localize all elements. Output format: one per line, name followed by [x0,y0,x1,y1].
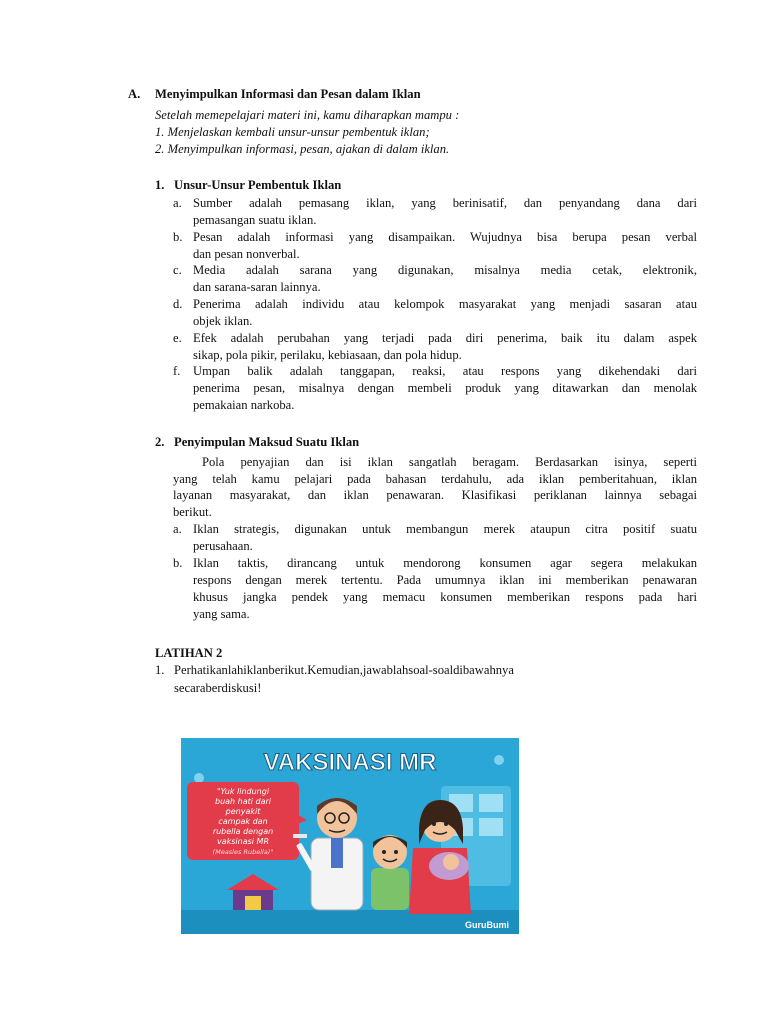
goal-item: 2. Menyimpulkan informasi, pesan, ajakan di dalam iklan. [155,142,450,156]
paragraph-line: Pola penyajian dan isi iklan sangatlah beragam. Berdasarkan isinya, seperti [202,455,697,469]
list-marker: f. [173,364,181,378]
latihan-number: 1. [155,663,165,677]
list-item-line: pemasangan suatu iklan. [193,213,317,227]
latihan-line: Perhatikanlahiklanberikut.Kemudian,jawablahsoal-soaldibawahnya [174,663,514,677]
paragraph-line: berikut. [173,505,212,519]
paragraph-line: layanan masyarakat, dan iklan penawaran. Klasifikasi periklanan lainnya sebagai [173,488,697,502]
list-item-line: Penerima adalah individu atau kelompok masyarakat yang menjadi sasaran atau [193,297,697,311]
list-marker: a. [173,522,182,536]
list-marker: d. [173,297,183,311]
list-item-line: respons dengan merek tertentu. Pada umumnya iklan ini memberikan penawaran [193,573,697,587]
list-item-line: pemakaian narkoba. [193,398,295,412]
boy-figure [371,835,409,910]
list-item-line: sikap, pola pikir, perilaku, kebiasaan, dan pola hidup. [193,348,462,362]
list-item-line: Pesan adalah informasi yang disampaikan. Wujudnya bisa berupa pesan verbal [193,230,697,244]
poster-headline: VAKSINASI MR [263,749,437,776]
bubble-line: penyakit [225,807,261,816]
sub2-title: Penyimpulan Maksud Suatu Iklan [174,435,360,449]
bubble-line: rubella dengan [212,827,274,836]
paragraph-line: yang telah kamu pelajari pada bahasan terdahulu, ada iklan pemberitahuan, iklan [173,472,697,486]
bubble-line: vaksinasi MR [216,837,270,846]
list-item-line: objek iklan. [193,314,253,328]
bubble-line: "Yuk lindungi [216,787,270,796]
bubble-line: (Measles Rubella)" [212,848,274,856]
vaccination-poster [181,738,519,934]
list-item-line: dan sarana-saran lainnya. [193,280,321,294]
list-item-line: Media adalah sarana yang digunakan, misalnya media cetak, elektronik, [193,263,697,277]
list-item-line: perusahaan. [193,539,253,553]
list-marker: a. [173,196,182,210]
section-a-intro: Setelah memepelajari materi ini, kamu diharapkan mampu : [155,108,460,122]
decor-dot [194,773,204,783]
window-pane [479,794,503,812]
sub2-number: 2. [155,435,165,449]
list-item-line: Iklan strategis, digunakan untuk membangun merek ataupun citra positif suatu [193,522,697,536]
list-item-line: khusus jangka pendek yang memacu konsumen memberikan respons pada hari [193,590,697,604]
window-pane [479,818,503,836]
latihan-line: secaraberdiskusi! [174,681,262,695]
sub1-title: Unsur-Unsur Pembentuk Iklan [174,178,342,192]
list-marker: c. [173,263,182,277]
list-marker: e. [173,331,182,345]
list-item-line: Umpan balik adalah tanggapan, reaksi, atau respons yang dikehendaki dari [193,364,697,378]
house-logo-door [245,896,261,910]
baby-face [443,854,459,870]
list-item-line: dan pesan nonverbal. [193,247,300,261]
list-item-line: Sumber adalah pemasang iklan, yang berinisatif, dan penyandang dana dari [193,196,697,210]
section-a-title: Menyimpulkan Informasi dan Pesan dalam Iklan [155,87,421,101]
list-item-line: Efek adalah perubahan yang terjadi pada diri penerima, baik itu dalam aspek [193,331,697,345]
decor-dot [494,755,504,765]
latihan-title: LATIHAN 2 [155,646,223,660]
goal-item: 1. Menjelaskan kembali unsur-unsur pembentuk iklan; [155,125,430,139]
brand-label: GuruBumi [465,920,509,930]
list-item-line: penerima pesan, misalnya dengan membeli produk yang ditawarkan dan menolak [193,381,697,395]
bubble-line: campak dan [218,817,268,826]
list-item-line: Iklan taktis, dirancang untuk mendorong konsumen agar segera melakukan [193,556,697,570]
bubble-line: buah hati dari [214,797,272,806]
list-marker: b. [173,230,183,244]
sub1-number: 1. [155,178,165,192]
list-marker: b. [173,556,183,570]
list-item-line: yang sama. [193,607,250,621]
section-a-letter: A. [128,87,141,101]
syringe-icon [293,834,307,838]
